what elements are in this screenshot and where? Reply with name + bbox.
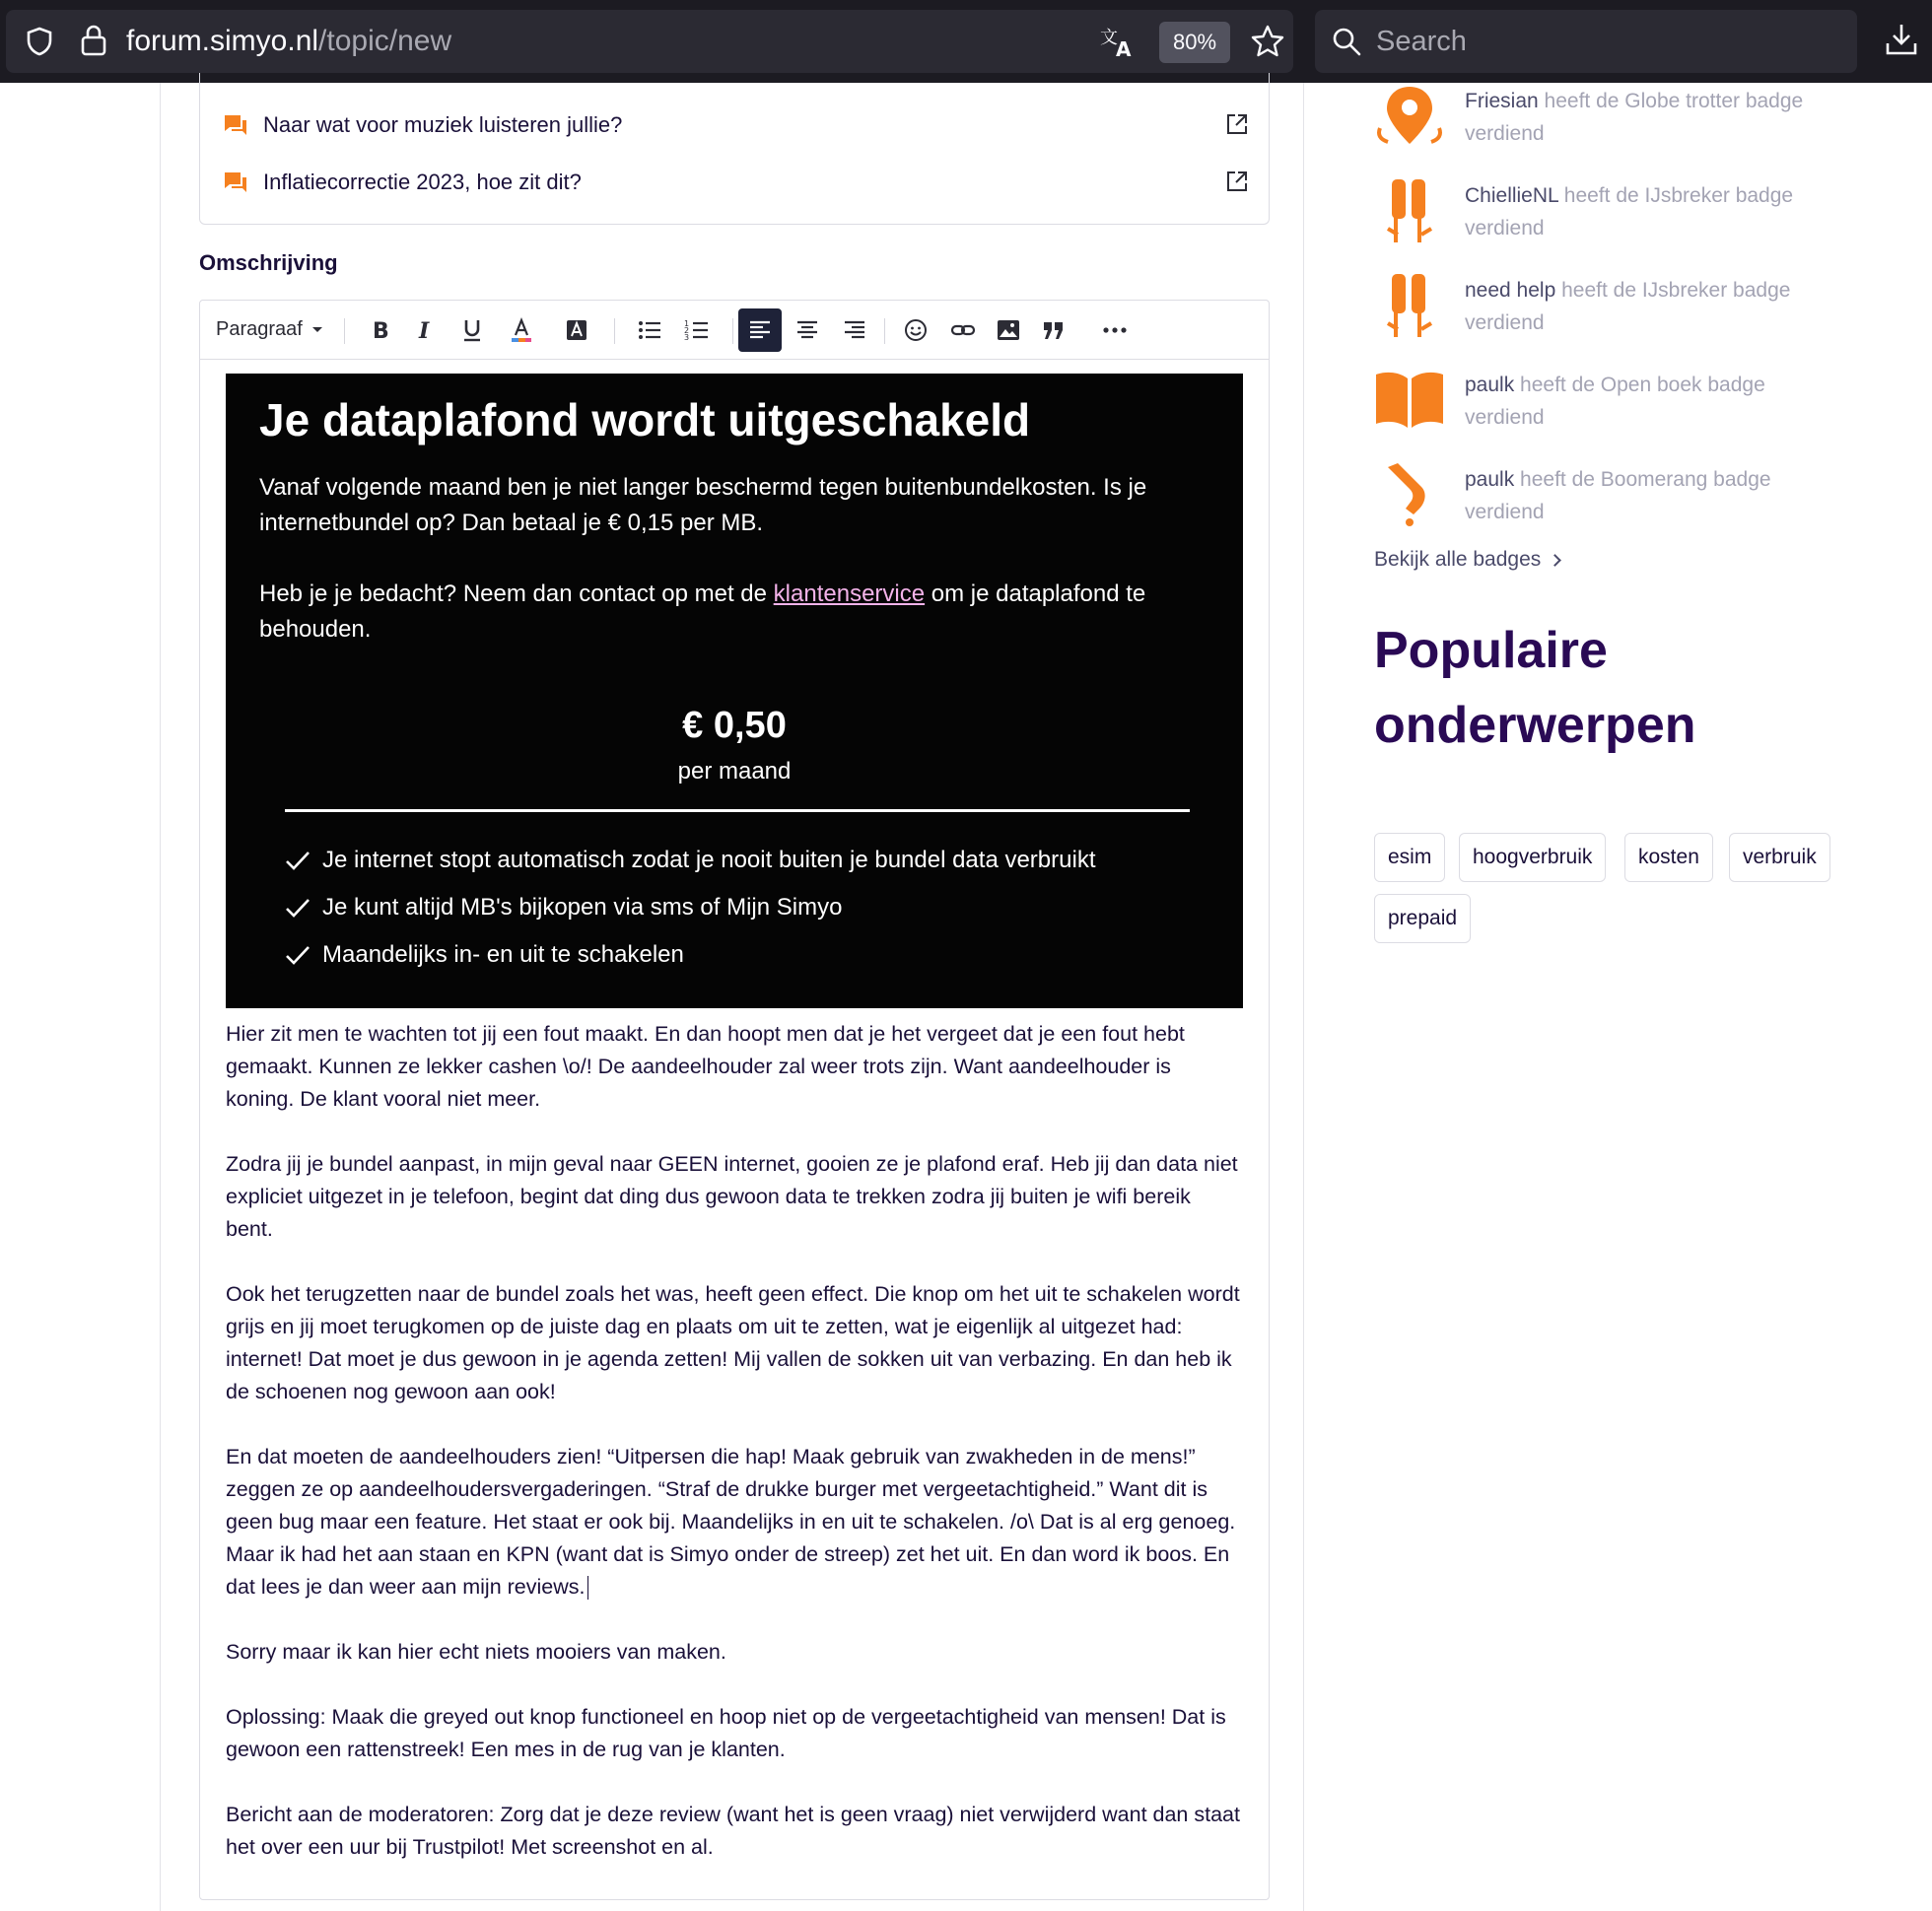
align-center-button[interactable]	[786, 308, 829, 352]
underline-icon	[459, 317, 485, 343]
url-path: /topic/new	[318, 25, 452, 57]
url-text[interactable]	[126, 24, 451, 59]
ijsbreker-badge-icon	[1374, 179, 1445, 242]
body-paragraph-text: En dat moeten de aandeelhouders zien! “Uitpersen die hap! Maak gebruik van zwakheden in de mens!” zeggen ze op aandeelhoudersvergaderingen. “Straf de drukke burger met vergeetachtigheid.” Want dit is geen bug maar een feature. Het staat er ook bij. Maandelijks in en uit te schakelen. /o\ Dat is al erg genoeg. Maar ik had het aan staan en KPN (want dat is Simyo onder de streep) zet het uit. En dan word ik boos. En dat lees je dan weer aan mijn reviews.	[226, 1445, 1236, 1599]
feature-text: Je internet stopt automatisch zodat je nooit buiten je bundel data verbruikt	[322, 847, 1096, 873]
promo-paragraph	[259, 577, 1206, 648]
paragraph-style-label: Paragraaf	[216, 318, 303, 340]
badge-activity-text	[1465, 369, 1839, 434]
checkmark-icon	[285, 945, 310, 967]
badge-activity-item[interactable]	[1374, 179, 1847, 258]
text-cursor	[587, 1576, 588, 1600]
svg-text:1: 1	[684, 319, 690, 328]
related-topic-item[interactable]	[224, 164, 1249, 203]
lock-icon[interactable]	[79, 24, 108, 57]
badge-user-link[interactable]: paulk	[1465, 468, 1515, 491]
align-left-button[interactable]	[738, 308, 782, 352]
chevron-down-icon	[312, 327, 322, 332]
popular-topics-heading: Populaire onderwerpen	[1374, 622, 1696, 754]
tag-chip[interactable]: hoogverbruik	[1459, 833, 1606, 882]
text-color-button[interactable]	[500, 308, 543, 352]
promo-text: Heb je je bedacht? Neem dan contact op met de	[259, 580, 774, 607]
shield-icon[interactable]	[24, 26, 55, 57]
checkmark-icon	[285, 851, 310, 872]
divider	[285, 809, 1190, 812]
badge-description: heeft de IJsbreker badge verdiend	[1465, 279, 1791, 334]
highlight-color-button[interactable]	[555, 308, 598, 352]
related-topic-title[interactable]: Naar wat voor muziek luisteren jullie?	[263, 112, 623, 137]
related-topics-card	[199, 73, 1270, 225]
browser-toolbar	[0, 0, 1932, 83]
more-icon	[1102, 317, 1128, 343]
image-icon	[996, 317, 1021, 343]
svg-text:文: 文	[1100, 28, 1118, 48]
view-all-badges-label: Bekijk alle badges	[1374, 548, 1542, 571]
body-paragraph[interactable]: Bericht aan de moderatoren: Zorg dat je deze review (want het is geen vraag) niet verwijderd want dan staat het over een uur bij Trustpilot! Met screenshot en al.	[226, 1803, 1240, 1859]
badge-activity-text	[1465, 85, 1839, 150]
tag-chip[interactable]: kosten	[1624, 833, 1713, 882]
badge-activity-item[interactable]	[1374, 274, 1847, 353]
search-input[interactable]	[1376, 22, 1839, 61]
badge-description: heeft de Open boek badge verdiend	[1465, 374, 1765, 429]
blockquote-button[interactable]	[1032, 308, 1075, 352]
emoji-button[interactable]	[894, 308, 937, 352]
svg-text:A: A	[1116, 37, 1132, 59]
body-paragraph[interactable]: Sorry maar ik kan hier echt niets mooiers van maken.	[226, 1640, 726, 1664]
checkmark-icon	[285, 898, 310, 920]
body-paragraph[interactable]	[226, 1441, 1241, 1604]
related-topic-item[interactable]	[224, 106, 1249, 146]
bookmark-star-icon[interactable]	[1250, 24, 1285, 59]
download-icon[interactable]	[1885, 22, 1918, 57]
align-right-icon	[842, 317, 867, 343]
numbered-list-icon	[684, 317, 710, 343]
chat-icon	[224, 114, 247, 136]
feature-text: Maandelijks in- en uit te schakelen	[322, 941, 684, 968]
open-book-badge-icon	[1374, 369, 1445, 432]
highlight-icon	[564, 317, 589, 343]
content-left-border	[160, 83, 161, 1911]
search-icon	[1331, 26, 1362, 57]
zoom-level-badge[interactable]: 80%	[1159, 22, 1230, 63]
svg-text:3: 3	[684, 333, 690, 342]
view-all-badges-link[interactable]	[1374, 548, 1559, 572]
url-domain: forum.simyo.nl	[126, 25, 319, 57]
insert-link-button[interactable]	[941, 308, 985, 352]
description-label: Omschrijving	[199, 250, 338, 275]
bold-button[interactable]	[358, 308, 401, 352]
address-bar[interactable]	[6, 10, 1293, 73]
bullet-list-button[interactable]	[628, 308, 671, 352]
badge-user-link[interactable]: ChiellieNL	[1465, 184, 1558, 207]
align-left-icon	[747, 317, 773, 343]
body-paragraph[interactable]: Zodra jij je bundel aanpast, in mijn geval naar GEEN internet, gooien ze je plafond eraf. Heb jij dan data niet expliciet uitgezet in je telefoon, begint dat ding dus gewoon data te trekken zodra jij buiten je wifi bereik bent.	[226, 1152, 1238, 1241]
align-center-icon	[794, 317, 820, 343]
promo-text: om je dataplafond te behouden.	[259, 580, 1146, 643]
ijsbreker-badge-icon	[1374, 274, 1445, 337]
chevron-right-icon	[1549, 554, 1561, 567]
badge-description: heeft de Boomerang badge verdiend	[1465, 468, 1771, 523]
badge-activity-text	[1465, 274, 1839, 339]
related-topic-title[interactable]: Inflatiecorrectie 2023, hoe zit dit?	[263, 170, 582, 194]
svg-text:2: 2	[684, 326, 690, 335]
quote-icon	[1041, 317, 1067, 343]
badge-user-link[interactable]: Friesian	[1465, 90, 1539, 112]
align-right-button[interactable]	[833, 308, 876, 352]
external-link-icon[interactable]	[1225, 112, 1249, 136]
body-paragraph[interactable]: Hier zit men te wachten tot jij een fout maakt. En dan hoopt men dat je het vergeet dat je een fout hebt gemaakt. Kunnen ze lekker cashen \o/! De aandeelhouder zal weer trots zijn. Want aandeelhouder is koning. De klant vooral niet meer.	[226, 1022, 1185, 1111]
underline-button[interactable]	[450, 308, 494, 352]
rich-text-editor[interactable]	[199, 300, 1270, 1900]
badge-activity-item[interactable]	[1374, 463, 1847, 542]
feature-text: Je kunt altijd MB's bijkopen via sms of Mijn Simyo	[322, 894, 843, 921]
emoji-icon	[903, 317, 929, 343]
price-period: per maand	[677, 758, 792, 785]
promo-title: Je dataplafond wordt uitgeschakeld	[259, 394, 1031, 445]
boomerang-badge-icon	[1374, 463, 1445, 526]
badge-description: heeft de IJsbreker badge verdiend	[1465, 184, 1794, 239]
italic-icon	[412, 317, 438, 343]
price-amount: € 0,50	[682, 705, 787, 746]
more-options-button[interactable]	[1093, 308, 1137, 352]
globe-trotter-badge-icon	[1374, 85, 1445, 148]
toolbar-divider	[614, 318, 615, 344]
body-paragraph[interactable]: Oplossing: Maak die greyed out knop functioneel en hoop niet op de vergeetachtigheid van mensen! Dat is gewoon een rattenstreek! Een mes in de rug van je klanten.	[226, 1705, 1226, 1761]
toolbar-divider	[344, 318, 345, 344]
editor-toolbar	[200, 301, 1269, 360]
embedded-promo-block	[226, 374, 1243, 1008]
badge-activity-item[interactable]	[1374, 369, 1847, 447]
promo-paragraph: Vanaf volgende maand ben je niet langer beschermd tegen buitenbundelkosten. Is je internetbundel op? Dan betaal je € 0,15 per MB.	[259, 474, 1147, 536]
tag-chip[interactable]: prepaid	[1374, 894, 1471, 943]
numbered-list-button[interactable]	[675, 308, 719, 352]
tag-chip[interactable]: verbruik	[1729, 833, 1830, 882]
tag-chip[interactable]: esim	[1374, 833, 1445, 882]
badge-activity-text	[1465, 463, 1839, 528]
badge-user-link[interactable]: need help	[1465, 279, 1556, 302]
body-paragraph[interactable]: Ook het terugzetten naar de bundel zoals het was, heeft geen effect. Die knop om het uit te schakelen wordt grijs en jij moet terugkomen op de juiste dag en plaats om uit te zetten, wat je eigenlijk al uitgezet had: internet! Dat moet je dus gewoon in je agenda zetten! Mij vallen de sokken uit van verbazing. En dan heb ik de schoenen nog gewoon aan ook!	[226, 1282, 1240, 1403]
italic-button[interactable]	[403, 308, 447, 352]
text-color-icon	[509, 317, 534, 343]
badge-activity-item[interactable]	[1374, 85, 1847, 164]
external-link-icon[interactable]	[1225, 170, 1249, 193]
bold-icon	[367, 317, 392, 343]
paragraph-style-dropdown[interactable]	[216, 318, 322, 341]
browser-search-box[interactable]	[1315, 10, 1857, 73]
badge-description: heeft de Globe trotter badge verdiend	[1465, 90, 1804, 145]
svg-text:B: B	[373, 319, 389, 343]
badge-user-link[interactable]: paulk	[1465, 374, 1515, 396]
toolbar-divider	[884, 318, 885, 344]
link-icon	[950, 317, 976, 343]
chat-icon	[224, 171, 247, 193]
customer-service-link[interactable]: klantenservice	[773, 580, 926, 607]
badge-activity-text	[1465, 179, 1839, 244]
translate-icon[interactable]	[1098, 24, 1138, 59]
bullet-list-icon	[637, 317, 662, 343]
content-right-border	[1303, 83, 1304, 1911]
toolbar-divider	[732, 318, 733, 344]
insert-image-button[interactable]	[987, 308, 1030, 352]
svg-text:I: I	[419, 318, 430, 343]
